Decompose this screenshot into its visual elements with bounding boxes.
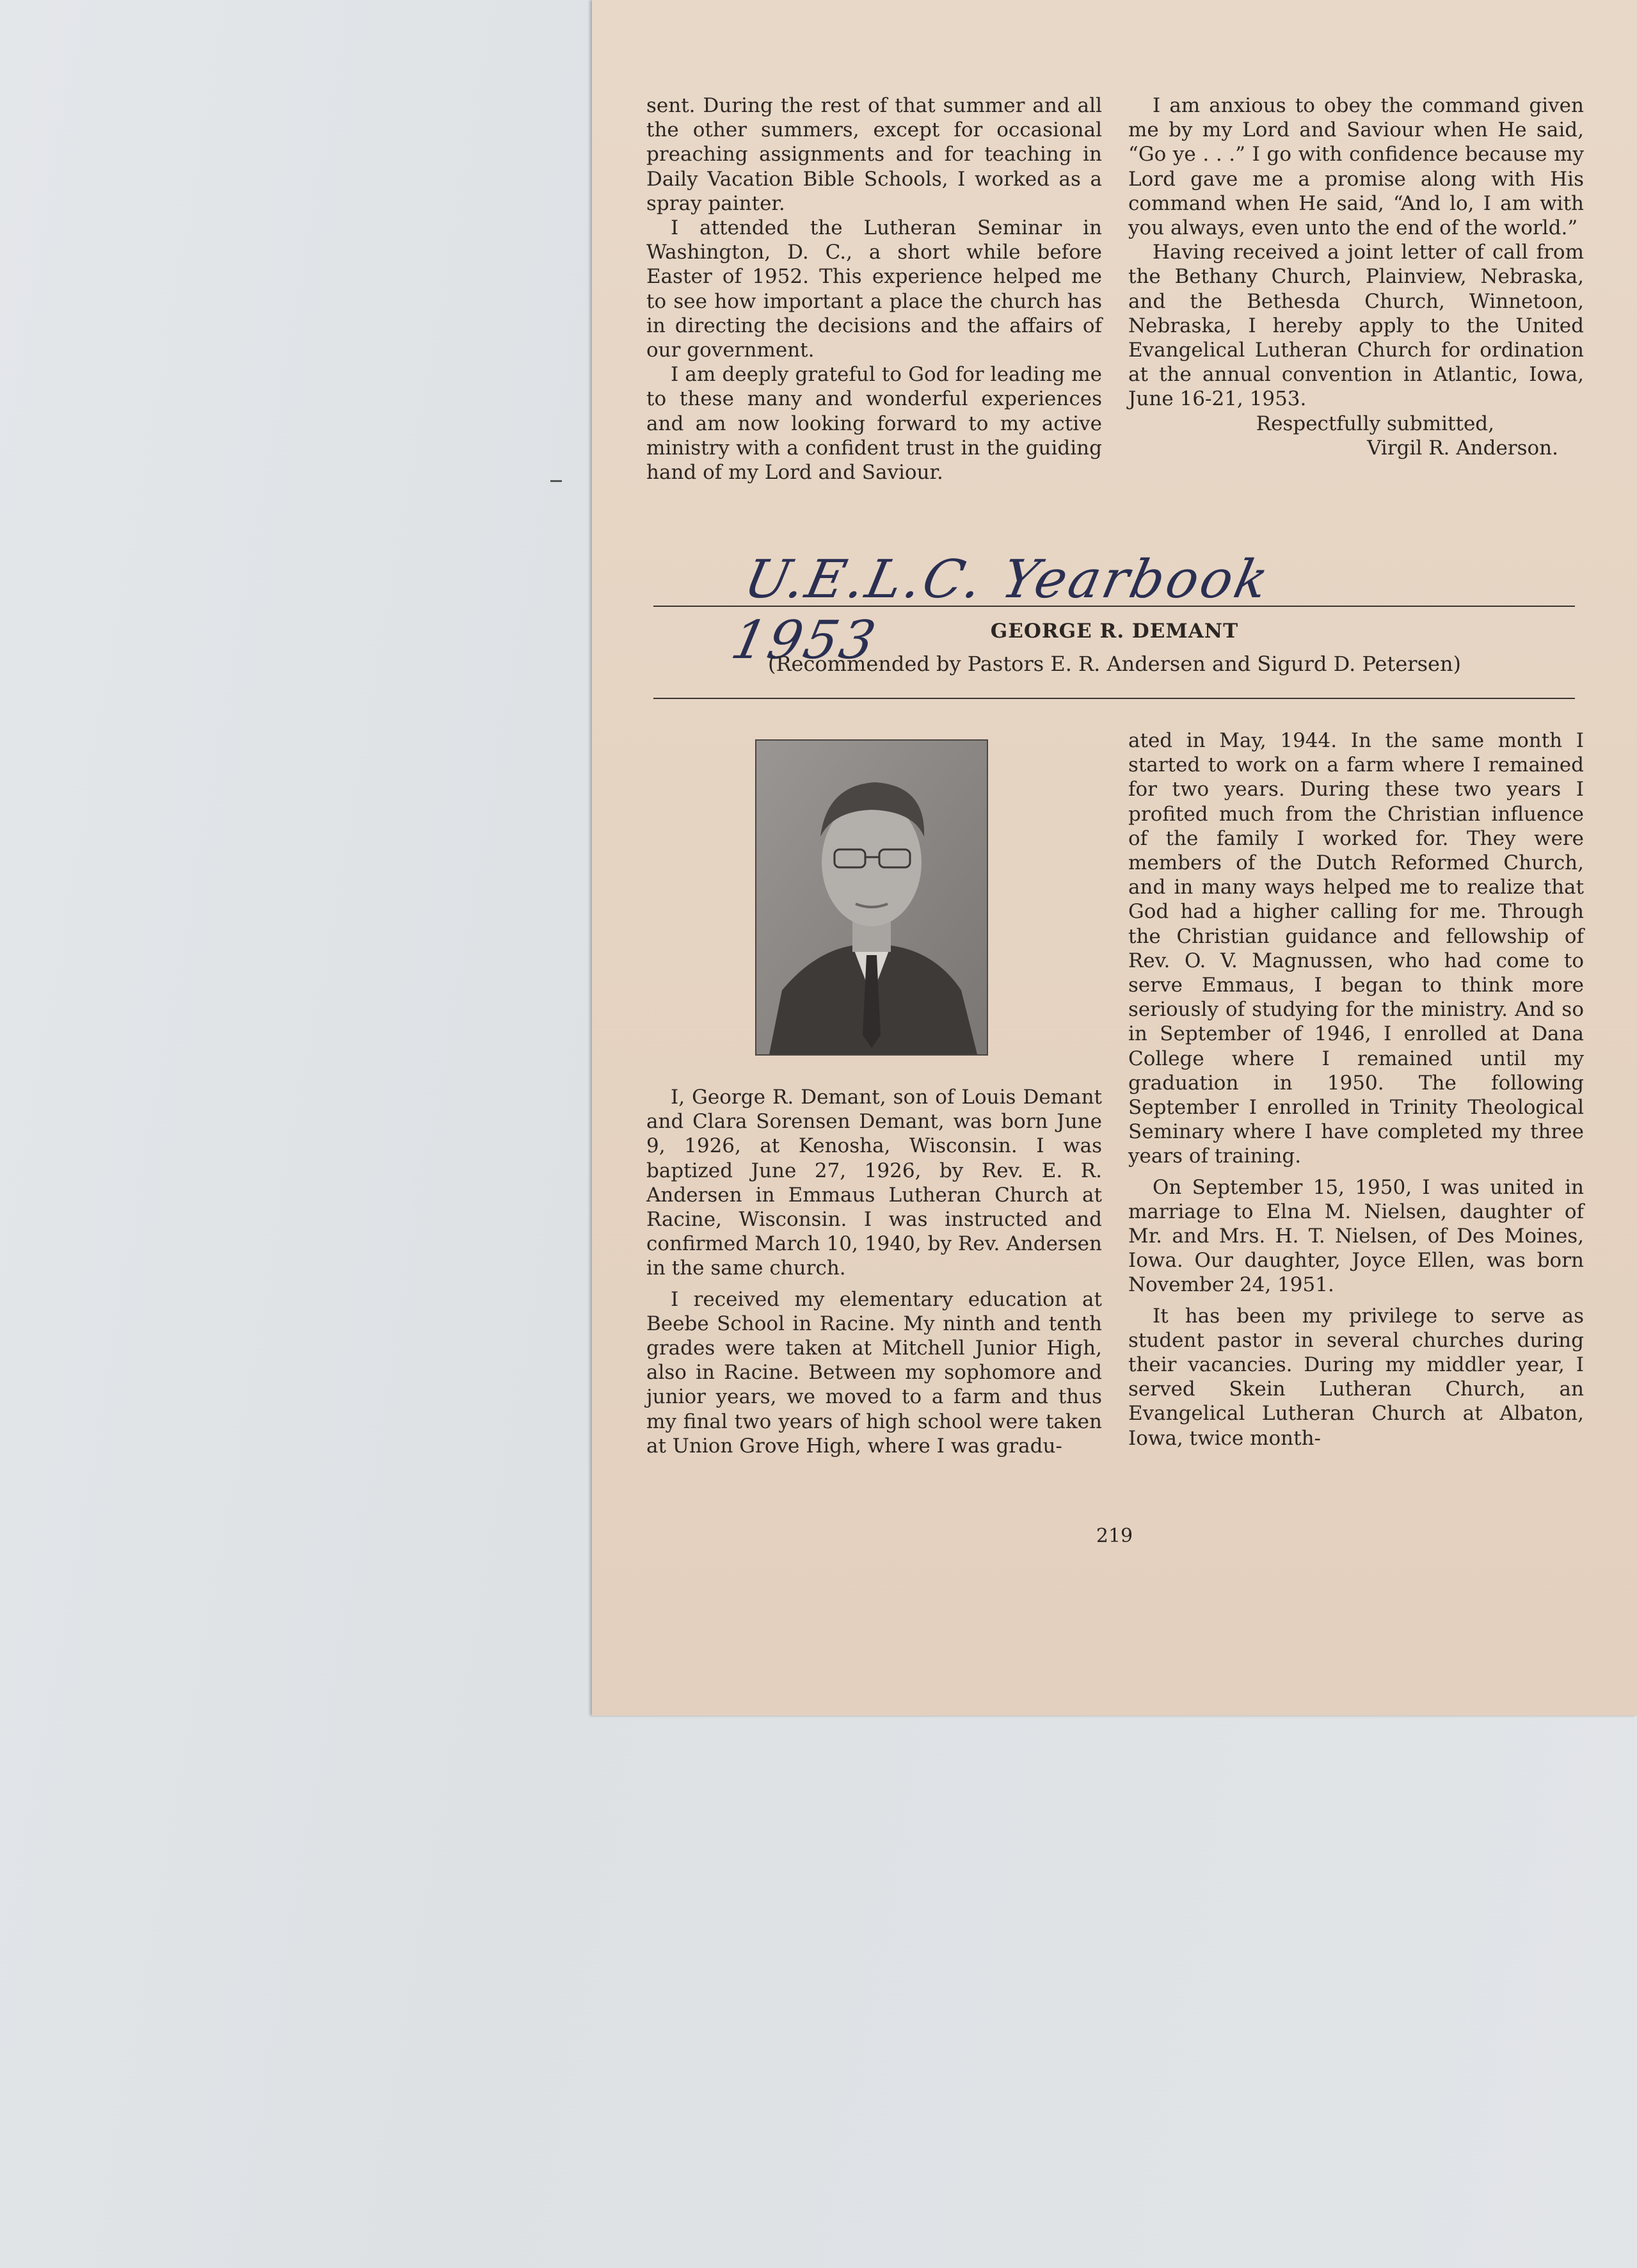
page-number: 219 (1096, 1525, 1133, 1547)
paragraph: I attended the Lutheran Seminar in Washington, D. C., a short while before Easter of 1952. This experience helped me to see how important a place the church has in directing the decisions and the affairs of our government. (646, 216, 1102, 362)
section-subheading: (Recommended by Pastors E. R. Andersen and Sigurd D. Petersen) (767, 652, 1462, 676)
section-heading: GEORGE R. DEMANT (990, 620, 1239, 643)
handwritten-annotation: U.E.L.C. Yearbook 1953 (726, 549, 1276, 671)
paragraph: I received my elementary education at Beebe School in Racine. My ninth and tenth grades were taken at Mitchell Junior High, also in Racine. Between my sophomore and junior years, we moved to a farm and thus my final two years of high school were taken at Union Grove High, where I was gradu- (646, 1287, 1102, 1458)
yearbook-page (592, 0, 1637, 1716)
bottom-left-column (646, 1085, 1102, 1458)
signature-closing: Respectfully submitted, (1256, 412, 1494, 435)
portrait-photo (755, 739, 988, 1056)
paragraph: Having received a joint letter of call from the Bethany Church, Plainview, Nebraska, and the Bethesda Church, Winnetoon, Nebraska, I hereby apply to the United Evangelical Lutheran Church for ordination at the annual convention in Atlantic, Iowa, June 16-21, 1953. (1128, 241, 1584, 411)
scan-mark (550, 480, 562, 482)
paragraph: It has been my privilege to serve as student pastor in several churches during their vacancies. During my middler year, I served Skein Lutheran Church, an Evangelical Lutheran Church at Albaton, Iowa, twice month- (1128, 1304, 1584, 1450)
paragraph: I am deeply grateful to God for leading me to these many and wonderful experiences and am now looking forward to my active ministry with a confident trust in the guiding hand of my Lord and Saviour. (646, 363, 1102, 485)
paragraph: I, George R. Demant, son of Louis Demant and Clara Sorensen Demant, was born June 9, 1926, at Kenosha, Wisconsin. I was baptized June 27, 1926, by Rev. E. R. Andersen in Emmaus Lutheran Church at Racine, Wisconsin. I was instructed and confirmed March 10, 1940, by Rev. Andersen in the same church. (646, 1086, 1102, 1280)
paragraph: I am anxious to obey the command given me by my Lord and Saviour when He said, “Go ye . . .” I go with confidence because my Lord gave me a promise along with His command when He said, “And lo, I am with you always, even unto the end of the world.” (1128, 94, 1584, 240)
divider-rule (653, 698, 1575, 699)
bottom-right-column (1128, 728, 1584, 1451)
top-left-column (646, 93, 1102, 485)
divider-rule (653, 606, 1575, 607)
paragraph: ated in May, 1944. In the same month I started to work on a farm where I remained for two years. During these two years I profited much from the Christian influence of the family I worked for. They were members of the Dutch Reformed Church, and in many ways helped me to realize that God had a higher calling for me. Through the Christian guidance and fellowship of Rev. O. V. Magnussen, who had come to serve Emmaus, I began to think more seriously of studying for the ministry. And so in September of 1946, I enrolled at Dana College where I remained until my graduation in 1950. The following September I enrolled in Trinity Theological Seminary where I have completed my three years of training. (1128, 729, 1584, 1168)
top-right-column (1128, 93, 1584, 460)
paragraph: On September 15, 1950, I was united in marriage to Elna M. Nielsen, daughter of Mr. and Mrs. H. T. Nielsen, of Des Moines, Iowa. Our daughter, Joyce Ellen, was born November 24, 1951. (1128, 1175, 1584, 1297)
signature-name: Virgil R. Anderson. (1367, 436, 1558, 460)
paragraph: sent. During the rest of that summer and all the other summers, except for occasional preaching assignments and for teaching in Daily Vacation Bible Schools, I worked as a spray painter. (646, 94, 1102, 215)
